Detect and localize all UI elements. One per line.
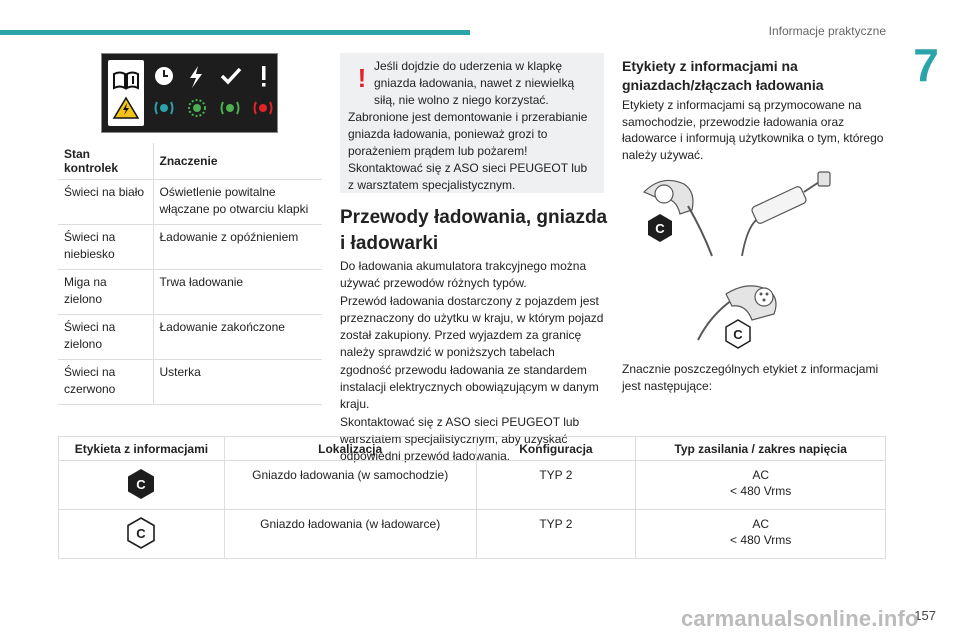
chapter-number: 7: [913, 39, 939, 91]
label-cell: [59, 461, 225, 510]
exclamation-icon: !: [357, 63, 367, 93]
indicator-state: Świeci na niebiesko: [58, 225, 153, 270]
badge-icon: [126, 516, 156, 550]
table-header-row: [59, 437, 886, 461]
badge-icon: [726, 320, 750, 348]
section-title-labels: Etykiety z informacjami na gniazdach/złączach ładowania: [622, 58, 824, 93]
indicator-meaning: Usterka: [153, 360, 322, 405]
indicator-state: Świeci na czerwono: [58, 360, 153, 405]
charging-connector-illustration: [632, 170, 842, 260]
indicator-meaning: Trwa ładowanie: [153, 270, 322, 315]
supply-type: AC: [752, 517, 769, 531]
svg-text:C: C: [655, 221, 665, 236]
lightning-icon: [190, 66, 202, 88]
indicator-state: Świeci na zielono: [58, 315, 153, 360]
warning-line: Jeśli dojdzie do uderzenia w klapkę gniazda ładowania, nawet z niewielką siłą, nie wolno z niego korzystać.: [374, 59, 575, 107]
config-cell: TYP 2: [476, 510, 636, 559]
section-body-cables: [340, 258, 604, 466]
paragraph: Skontaktować się z ASO sieci PEUGEOT lub warsztatem specjalistycznym, aby uzyskać odpowiedni przewód ładowania.: [340, 414, 580, 464]
label-cell: [59, 510, 225, 559]
indicator-status-table: [58, 143, 322, 405]
page-number: 157: [914, 608, 936, 623]
paragraph: Do ładowania akumulatora trakcyjnego można używać przewodów różnych typów.: [340, 259, 587, 291]
voltage-range: < 480 Vrms: [730, 533, 792, 547]
column-header: Lokalizacja: [224, 437, 476, 461]
header-accent-bar: [0, 30, 470, 35]
charging-plug-illustration: [690, 280, 790, 350]
panel-label: [108, 60, 144, 126]
warning-line: Zabronione jest demontowanie i przerabianie gniazda ładowania, ponieważ grozi to porażeniem prądem lub pożarem!: [348, 110, 588, 158]
table-row: [58, 360, 322, 405]
section-title-cables: Przewody ładowania, gniazda i ładowarki: [340, 207, 608, 254]
plug-status-icon: [156, 100, 272, 116]
warning-text: [348, 58, 596, 194]
config-cell: TYP 2: [476, 461, 636, 510]
column-header: Typ zasilania / zakres napięcia: [636, 437, 886, 461]
column-header: Konfiguracja: [476, 437, 636, 461]
paragraph: Przewód ładowania dostarczony z pojazdem jest przeznaczony do użytku w kraju, w którym pojazd został zakupiony. Przed wyjazdem za granicę należy sprawdzić w poniższych tabelach zgodność przewodu ładowania ze standardem instalacji elektrycznych obowiązującym w danym kraju.: [340, 293, 604, 412]
info-book-icon: [114, 73, 138, 89]
svg-text:C: C: [136, 477, 147, 492]
header-title: Informacje praktyczne: [768, 24, 886, 38]
watermark: carmanualsonline.info: [681, 606, 919, 631]
warning-box: [340, 53, 604, 193]
table-row: [58, 315, 322, 360]
column-header: Znaczenie: [153, 143, 322, 180]
warning-line: Skontaktować się z ASO sieci PEUGEOT lub z warsztatem specjalistycznym.: [348, 161, 588, 192]
table-row: [58, 225, 322, 270]
location-cell: Gniazdo ładowania (w samochodzie): [224, 461, 476, 510]
charge-warning-icon: [114, 98, 138, 118]
badge-icon: [648, 214, 672, 242]
column-header: Etykieta z informacjami: [59, 437, 225, 461]
table-row: [59, 461, 886, 510]
table-row: [59, 510, 886, 559]
supply-type: AC: [752, 468, 769, 482]
indicator-panel: [101, 53, 278, 133]
panel-indicators: [150, 60, 274, 126]
table-header-row: [58, 143, 322, 180]
indicator-state: Miga na zielono: [58, 270, 153, 315]
indicator-meaning: Ładowanie zakończone: [153, 315, 322, 360]
column-header: Stan kontrolek: [58, 143, 153, 180]
supply-cell: [636, 510, 886, 559]
badge-icon: [126, 467, 156, 501]
indicator-meaning: Ładowanie z opóźnieniem: [153, 225, 322, 270]
exclamation-icon: [262, 66, 266, 87]
charger-box-icon: [742, 172, 830, 256]
supply-cell: [636, 461, 886, 510]
section-body-labels-2: Znacznie poszczególnych etykiet z informacjami jest następujące:: [622, 362, 879, 393]
svg-text:C: C: [733, 327, 743, 342]
indicator-meaning: Oświetlenie powitalne włączane po otwarciu klapki: [153, 180, 322, 225]
check-icon: [222, 69, 240, 82]
table-row: [58, 270, 322, 315]
table-row: [58, 180, 322, 225]
location-cell: Gniazdo ładowania (w ładowarce): [224, 510, 476, 559]
indicator-state: Świeci na biało: [58, 180, 153, 225]
clock-icon: [155, 67, 173, 85]
voltage-range: < 480 Vrms: [730, 484, 792, 498]
svg-text:C: C: [136, 526, 147, 541]
label-info-table: [58, 436, 886, 559]
section-body-labels: Etykiety z informacjami są przymocowane na samochodzie, przewodzie ładowania oraz ładowarce i informują użytkownika o tym, którego należy używać.: [622, 98, 884, 162]
